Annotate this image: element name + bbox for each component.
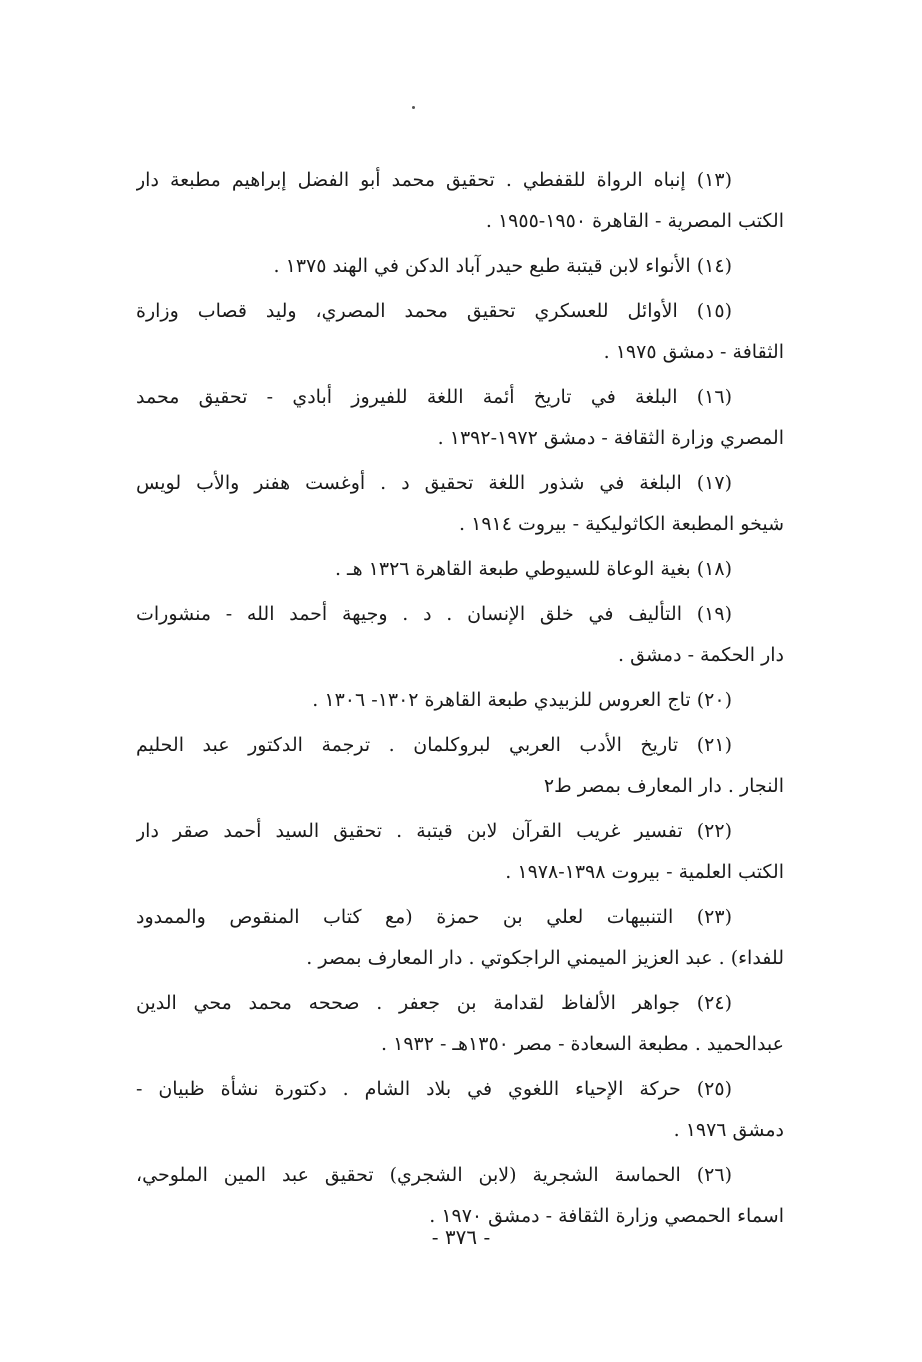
reference-line: (١٨) بغية الوعاة للسيوطي طبعة القاهرة ١٣٢٦ هـ . bbox=[334, 558, 732, 580]
reference-entry-25 bbox=[136, 1069, 784, 1151]
reference-entry-18 bbox=[136, 549, 784, 590]
reference-entry-17 bbox=[136, 463, 784, 545]
reference-line: الثقافة - دمشق ١٩٧٥ . bbox=[603, 341, 784, 363]
reference-entry-15 bbox=[136, 291, 784, 373]
reference-list bbox=[136, 160, 784, 1241]
reference-line: عبدالحميد . مطبعة السعادة - مصر ١٣٥٠هـ - ١٩٣٢ . bbox=[381, 1033, 784, 1055]
scan-speck bbox=[412, 106, 415, 109]
reference-line: (٢٣) التنبيهات لعلي بن حمزة (مع كتاب المنقوص والممدود bbox=[136, 906, 732, 928]
page-number: - ٣٧٦ - bbox=[431, 1225, 491, 1249]
reference-line: (٢٥) حركة الإحياء اللغوي في بلاد الشام . دكتورة نشأة ظبيان - bbox=[136, 1078, 732, 1100]
reference-line: (١٥) الأوائل للعسكري تحقيق محمد المصري، وليد قصاب وزارة bbox=[136, 300, 732, 322]
reference-line: شيخو المطبعة الكاثوليكية - بيروت ١٩١٤ . bbox=[459, 513, 784, 535]
reference-line: (١٣) إنباه الرواة للقفطي . تحقيق محمد أبو الفضل إبراهيم مطبعة دار bbox=[136, 169, 732, 191]
reference-line: المصري وزارة الثقافة - دمشق ١٩٧٢-١٣٩٢ . bbox=[437, 427, 784, 449]
reference-entry-13 bbox=[136, 160, 784, 242]
reference-line: (١٤) الأنواء لابن قيتبة طبع حيدر آباد الدكن في الهند ١٣٧٥ . bbox=[273, 255, 732, 277]
reference-entry-16 bbox=[136, 377, 784, 459]
reference-entry-23 bbox=[136, 897, 784, 979]
reference-line: (٢٢) تفسير غريب القرآن لابن قيتبة . تحقيق السيد أحمد صقر دار bbox=[136, 820, 732, 842]
reference-line: (١٧) البلغة في شذور اللغة تحقيق د . أوغست هفنر والأب لويس bbox=[136, 472, 732, 494]
reference-entry-21 bbox=[136, 725, 784, 807]
reference-line: للفداء) . عبد العزيز الميمني الراجكوتي . دار المعارف بمصر . bbox=[306, 947, 784, 969]
reference-entry-24 bbox=[136, 983, 784, 1065]
reference-entry-22 bbox=[136, 811, 784, 893]
reference-line: النجار . دار المعارف بمصر ط٢ bbox=[543, 775, 784, 797]
reference-entry-14 bbox=[136, 246, 784, 287]
reference-line: اسماء الحمصي وزارة الثقافة - دمشق ١٩٧٠ . bbox=[429, 1205, 784, 1227]
reference-line: (٢٦) الحماسة الشجرية (لابن الشجري) تحقيق عبد المين الملوحي، bbox=[136, 1164, 732, 1186]
reference-entry-19 bbox=[136, 594, 784, 676]
reference-entry-20 bbox=[136, 680, 784, 721]
reference-line: (١٦) البلغة في تاريخ أئمة اللغة للفيروز أبادي - تحقيق محمد bbox=[136, 386, 732, 408]
reference-line: الكتب العلمية - بيروت ١٣٩٨-١٩٧٨ . bbox=[505, 861, 784, 883]
reference-line: (٢٠) تاج العروس للزبيدي طبعة القاهرة ١٣٠٢- ١٣٠٦ . bbox=[312, 689, 732, 711]
reference-line: (١٩) التأليف في خلق الإنسان . د . وجيهة أحمد الله - منشورات bbox=[136, 603, 732, 625]
reference-line: (٢١) تاريخ الأدب العربي لبروكلمان . ترجمة الدكتور عبد الحليم bbox=[136, 734, 732, 756]
reference-line: دار الحكمة - دمشق . bbox=[618, 644, 784, 666]
reference-line: (٢٤) جواهر الألفاظ لقدامة بن جعفر . صححه محمد محي الدين bbox=[136, 992, 732, 1014]
reference-line: الكتب المصرية - القاهرة ١٩٥٠-١٩٥٥ . bbox=[485, 210, 784, 232]
reference-line: دمشق ١٩٧٦ . bbox=[673, 1119, 784, 1141]
